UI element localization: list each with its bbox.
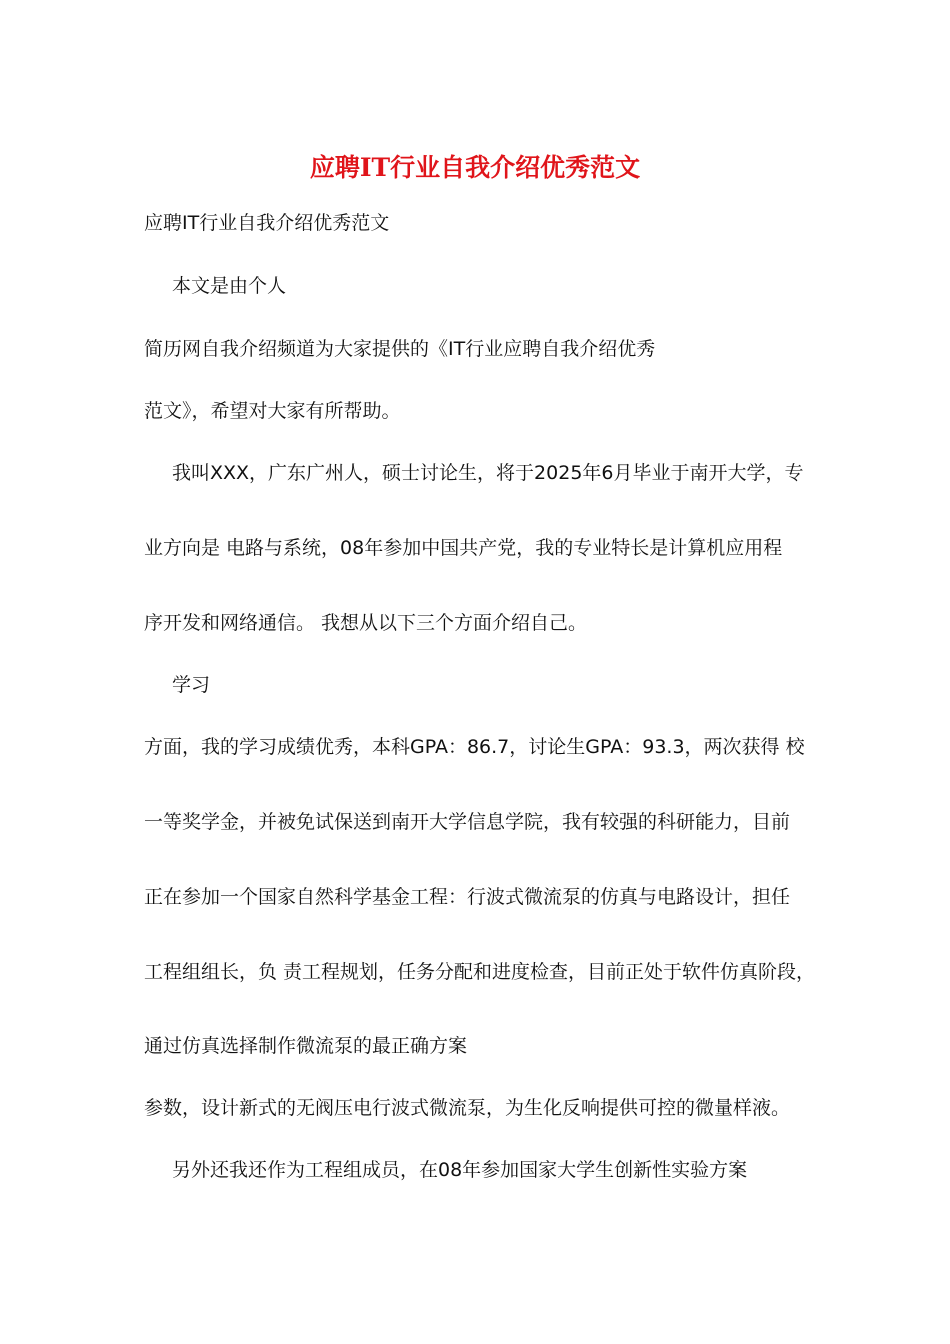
- body-line: 范文》，希望对大家有所帮助。: [144, 400, 401, 422]
- body-line: 参数，设计新式的无阀压电行波式微流泵，为生化反响提供可控的微量样液。: [144, 1097, 791, 1119]
- document-title: 应聘IT行业自我介绍优秀范文: [309, 153, 641, 182]
- body-line: 方面，我的学习成绩优秀，本科GPA：86.7，讨论生GPA：93.3，两次获得 校: [144, 736, 805, 758]
- body-line: 业方向是 电路与系统，08年参加中国共产党，我的专业特长是计算机应用程: [144, 537, 783, 559]
- body-line: 工程组组长，负 责工程规划，任务分配和进度检查，目前正处于软件仿真阶段，: [144, 961, 816, 983]
- subtitle-line: 应聘IT行业自我介绍优秀范文: [144, 212, 390, 234]
- body-line: 简历网自我介绍频道为大家提供的《IT行业应聘自我介绍优秀: [144, 338, 656, 360]
- body-line: 正在参加一个国家自然科学基金工程：行波式微流泵的仿真与电路设计，担任: [144, 886, 791, 908]
- body-line: 一等奖学金，并被免试保送到南开大学信息学院，我有较强的科研能力，目前: [144, 811, 791, 833]
- body-line: 序开发和网络通信。 我想从以下三个方面介绍自己。: [144, 612, 588, 634]
- body-line: 通过仿真选择制作微流泵的最正确方案: [144, 1035, 468, 1057]
- body-line: 本文是由个人: [172, 275, 287, 297]
- section-heading: 学习: [172, 674, 211, 696]
- body-line: 我叫XXX，广东广州人，硕士讨论生，将于2025年6月毕业于南开大学，专: [172, 462, 804, 484]
- body-line: 另外还我还作为工程组成员，在08年参加国家大学生创新性实验方案: [172, 1159, 748, 1181]
